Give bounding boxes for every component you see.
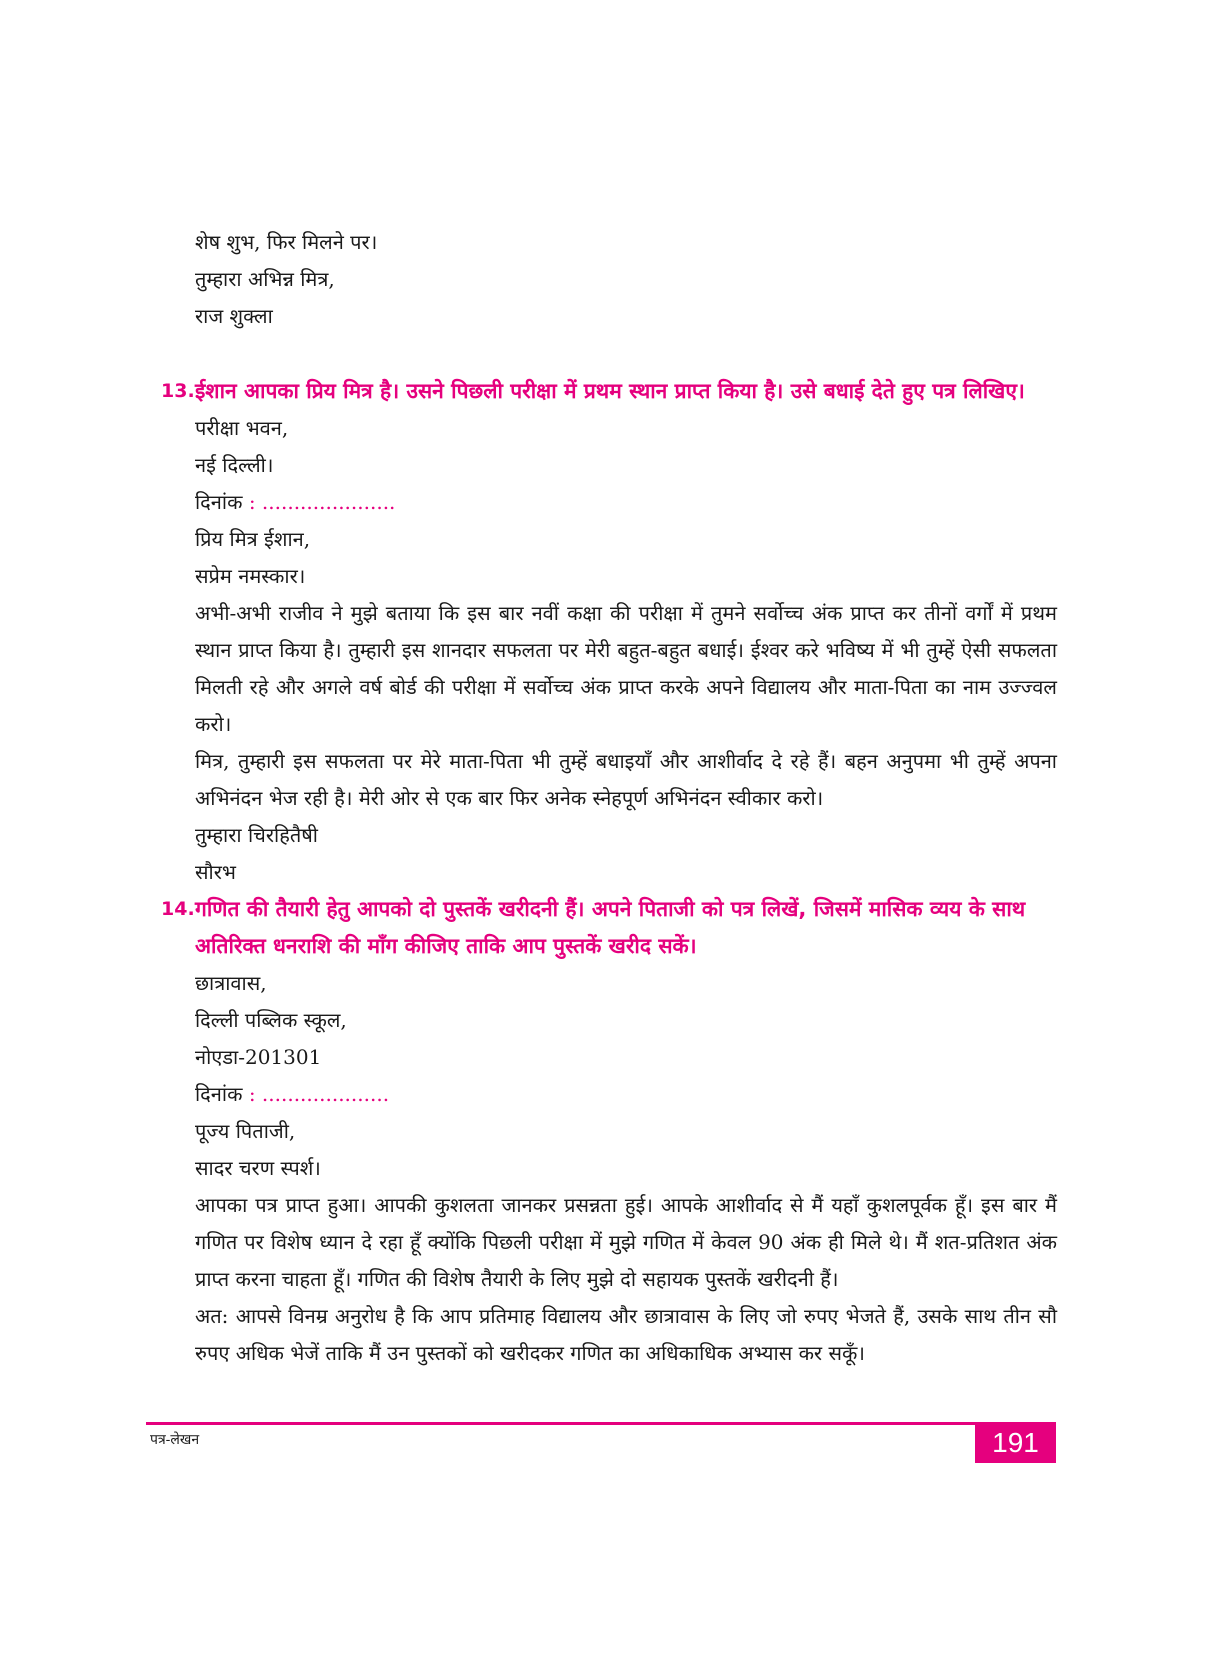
q13-date-blank: : ..................... xyxy=(248,490,396,514)
q13-paragraph-1: अभी-अभी राजीव ने मुझे बताया कि इस बार नवीं कक्षा की परीक्षा में तुमने सर्वोच्च अंक प्राप्त कर तीनों वर्गों में प्रथम स्थान प्राप्त किया है। तुम्हारी इस शानदार सफलता पर मेरी बहुत-बहुत बधाई। ईश्वर करे भविष्य में भी तुम्हें ऐसी सफलता मिलती रहे और अगले वर्ष बोर्ड की परीक्षा में सर्वोच्च अंक प्राप्त करके अपने विद्यालय और माता-पिता का नाम उज्ज्वल करो। xyxy=(195,601,1057,736)
q14-date-blank: : .................... xyxy=(248,1082,390,1106)
q13-closing: तुम्हारा चिरहितैषी xyxy=(195,823,318,847)
q13-date-line xyxy=(195,484,1057,521)
q14-address-line-1: छात्रावास, xyxy=(195,971,267,995)
question-13-text: ईशान आपका प्रिय मित्र है। उसने पिछली परीक्षा में प्रथम स्थान प्राप्त किया है। उसे बधाई देते हुए पत्र लिखिए। xyxy=(195,379,1025,403)
q13-salutation: प्रिय मित्र ईशान, xyxy=(195,527,311,551)
q14-greeting: सादर चरण स्पर्श। xyxy=(195,1156,321,1180)
q14-paragraph-1: आपका पत्र प्राप्त हुआ। आपकी कुशलता जानकर प्रसन्नता हुई। आपके आशीर्वाद से मैं यहाँ कुशलपूर्वक हूँ। इस बार मैं गणित पर विशेष ध्यान दे रहा हूँ क्योंकि पिछली परीक्षा में मुझे गणित में केवल 90 अंक ही मिले थे। मैं शत-प्रतिशत अंक प्राप्त करना चाहता हूँ। गणित की विशेष तैयारी के लिए मुझे दो सहायक पुस्तकें खरीदनी हैं। xyxy=(195,1193,1057,1291)
q14-address-line-3: नोएडा-201301 xyxy=(195,1045,322,1069)
footer-rule xyxy=(146,1422,1056,1425)
q14-date-line xyxy=(195,1076,1057,1113)
q13-paragraph-2: मित्र, तुम्हारी इस सफलता पर मेरे माता-पिता भी तुम्हें बधाइयाँ और आशीर्वाद दे रहे हैं। बहन अनुपमा भी तुम्हें अपना अभिनंदन भेज रही है। मेरी ओर से एक बार फिर अनेक स्नेहपूर्ण अभिनंदन स्वीकार करो। xyxy=(195,749,1057,810)
question-14-number: 14. xyxy=(161,898,195,920)
footer-section-label: पत्र-लेखन xyxy=(150,1432,200,1448)
q13-address-line-1: परीक्षा भवन, xyxy=(195,416,289,440)
q13-greeting: सप्रेम नमस्कार। xyxy=(195,564,306,588)
q14-paragraph-2: अत: आपसे विनम्र अनुरोध है कि आप प्रतिमाह विद्यालय और छात्रावास के लिए जो रुपए भेजते हैं, उसके साथ तीन सौ रुपए अधिक भेजें ताकि मैं उन पुस्तकों को खरीदकर गणित का अधिकाधिक अभ्यास कर सकूँ। xyxy=(195,1304,1057,1365)
closing-signature: राज शुक्ला xyxy=(195,304,273,328)
q14-date-label: दिनांक xyxy=(195,1082,243,1106)
q13-signature: सौरभ xyxy=(195,860,236,884)
q14-address-line-2: दिल्ली पब्लिक स्कूल, xyxy=(195,1008,347,1032)
question-14 xyxy=(161,891,1057,965)
question-13-number: 13. xyxy=(161,380,195,402)
page-number-badge: 191 xyxy=(975,1423,1056,1463)
question-14-text: गणित की तैयारी हेतु आपको दो पुस्तकें खरीदनी हैं। अपने पिताजी को पत्र लिखें, जिसमें मासिक व्यय के साथ अतिरिक्त धनराशि की माँग कीजिए ताकि आप पुस्तकें खरीद सकें। xyxy=(195,897,1026,958)
q14-salutation: पूज्य पिताजी, xyxy=(195,1119,296,1143)
closing-line-1: शेष शुभ, फिर मिलने पर। xyxy=(195,230,378,254)
page-content xyxy=(161,224,1057,1372)
question-13 xyxy=(161,373,1057,410)
q13-date-label: दिनांक xyxy=(195,490,243,514)
closing-line-2: तुम्हारा अभिन्न मित्र, xyxy=(195,267,335,291)
q13-address-line-2: नई दिल्ली। xyxy=(195,453,274,477)
